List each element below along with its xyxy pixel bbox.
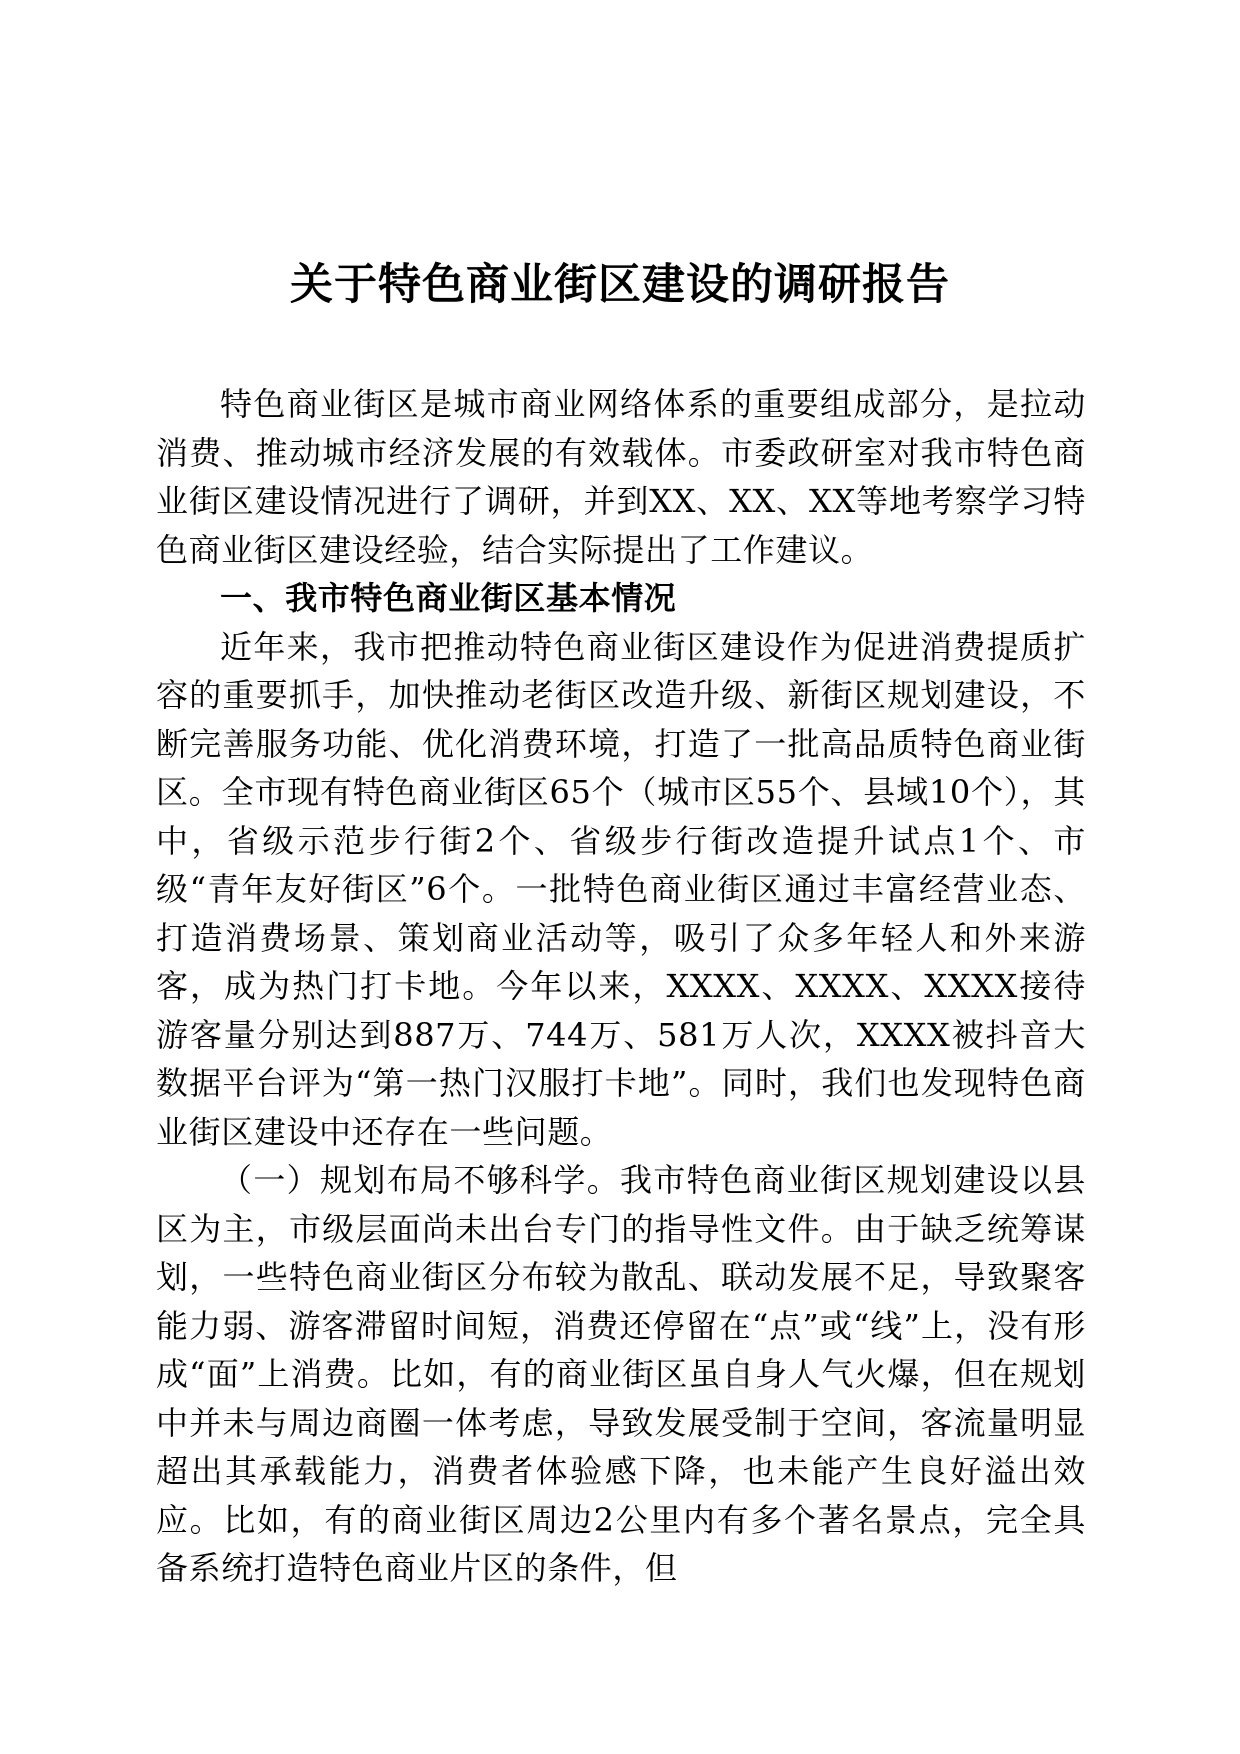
document-body [156,380,1086,1593]
document-title: 关于特色商业街区建设的调研报告 [290,260,950,310]
intro-paragraph: 特色商业街区是城市商业网络体系的重要组成部分，是拉动消费、推动城市经济发展的有效载体。市委政研室对我市特色商业街区建设情况进行了调研，并到XX、XX、XX等地考察学习特色商业街区建设经验，结合实际提出了工作建议。 [156,385,1086,569]
issue-paragraph: （一）规划布局不够科学。我市特色商业街区规划建设以县区为主，市级层面尚未出台专门的指导性文件。由于缺乏统筹谋划，一些特色商业街区分布较为散乱、联动发展不足，导致聚客能力弱、游客滞留时间短，消费还停留在“点”或“线”上，没有形成“面”上消费。比如，有的商业街区虽自身人气火爆，但在规划中并未与周边商圈一体考虑，导致发展受制于空间，客流量明显超出其承载能力，消费者体验感下降，也未能产生良好溢出效应。比如，有的商业街区周边2公里内有多个著名景点，完全具备系统打造特色商业片区的条件，但 [156,1161,1086,1587]
situation-paragraph: 近年来，我市把推动特色商业街区建设作为促进消费提质扩容的重要抓手，加快推动老街区改造升级、新街区规划建设，不断完善服务功能、优化消费环境，打造了一批高品质特色商业街区。全市现有特色商业街区65个（城市区55个、县域10个），其中，省级示范步行街2个、省级步行街改造提升试点1个、市级“青年友好街区”6个。一批特色商业街区通过丰富经营业态、打造消费场景、策划商业活动等，吸引了众多年轻人和外来游客，成为热门打卡地。今年以来，XXXX、XXXX、XXXX接待游客量分别达到887万、744万、581万人次，XXXX被抖音大数据平台评为“第一热门汉服打卡地”。同时，我们也发现特色商业街区建设中还存在一些问题。 [156,627,1086,1151]
section-heading: 一、我市特色商业街区基本情况 [220,579,677,617]
